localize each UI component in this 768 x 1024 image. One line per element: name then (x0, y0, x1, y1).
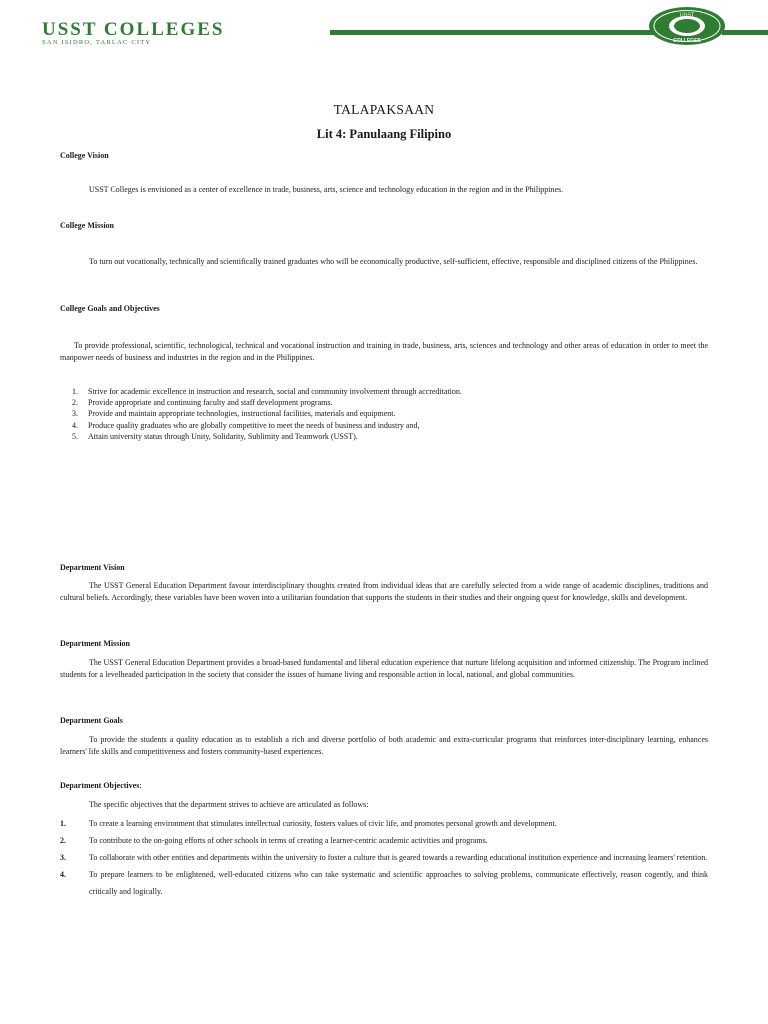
college-goals-heading: College Goals and Objectives (60, 304, 160, 313)
department-mission-text: The USST General Education Department provides a broad-based fundamental and liberal education experience that nurture lifelong acquisition and informed citizenship. The Program inclined students for a levelheaded participation in the society that consider the issues of humane living and responsible action in local, national, and global communities. (60, 658, 708, 679)
brand-address: SAN ISIDRO, TARLAC CITY (42, 39, 152, 46)
college-goals-list (72, 386, 712, 442)
letterhead (0, 0, 768, 66)
brand-name: USST COLLEGES (42, 19, 225, 40)
college-mission-text: To turn out vocationally, technically and scientifically trained graduates who will be economically productive, self-sufficient, effective, responsible and disciplined citizens of the Philippines. (89, 257, 698, 266)
college-goals-text: To provide professional, scientific, technological, technical and vocational instruction and training in trade, business, arts, sciences and technology and other areas of education in order to meet the manpower needs of business and industries in the region and in the Philippines. (60, 341, 708, 362)
header-rule-right (722, 30, 768, 35)
list-item: 1. To create a learning environment that stimulates intellectual curiosity, fosters values of civic life, and promotes personal growth and development. (60, 819, 557, 828)
college-vision-text: USST Colleges is envisioned as a center of excellence in trade, business, arts, science and technology education in the region and in the Philippines. (89, 185, 564, 194)
college-logo-text (42, 19, 225, 47)
college-vision-heading: College Vision (60, 151, 109, 160)
department-mission-heading: Department Mission (60, 639, 130, 648)
list-item: 3. To collaborate with other entities and departments within the university to foster a culture that is geared towards a rewarding educational institution experience and increasing learners' retention. (60, 853, 708, 862)
department-vision-heading: Department Vision (60, 563, 125, 572)
list-item: 4. To prepare learners to be enlightened, well-educated citizens who can take systematic and scientific approaches to solving problems, communicate effectively, reason cogently, and think critically and logically. (60, 870, 708, 896)
department-vision-text: The USST General Education Department favour interdisciplinary thoughts created from individual ideas that are carefully selected from a wide range of academic disciplines, traditions and cultural beliefs. Accordingly, these variables have been woven into a utilitarian foundation that supports the students in their studies and their ongoing quest for knowledge, skills and development. (60, 581, 708, 602)
department-objectives-intro: The specific objectives that the department strives to achieve are articulated as follows: (89, 800, 369, 809)
seal-text-bottom: COLLEGES (673, 38, 701, 44)
list-item: 5. Attain university status through Unity, Solidarity, Sublimity and Teamwork (USST). (72, 431, 358, 441)
document-title: TALAPAKSAAN (333, 102, 435, 117)
college-mission-heading: College Mission (60, 221, 114, 230)
department-goals-heading: Department Goals (60, 716, 123, 725)
list-item: 4. Produce quality graduates who are globally competitive to meet the needs of business and industry and, (72, 420, 420, 430)
department-objectives-heading: Department Objectives: (60, 781, 142, 790)
department-objectives-list (60, 815, 708, 900)
list-item: 2. To contribute to the on-going efforts of other schools in terms of creating a learner-centric academic activities and programs. (60, 836, 488, 845)
college-seal-icon (646, 5, 728, 47)
seal-text-top: USST (679, 12, 695, 19)
department-goals-text: To provide the students a quality education as to establish a rich and diverse portfolio of both academic and extra-curricular programs that reinforces inter-disciplinary learning, enhances learners' life skills and competitiveness and fosters community-based experiences. (60, 735, 708, 756)
list-item: 1. Strive for academic excellence in instruction and research, social and community involvement through accreditation. (72, 387, 462, 396)
list-item: 3. Provide and maintain appropriate technologies, instructional facilities, materials and equipment. (72, 409, 396, 419)
document-subtitle: Lit 4: Panulaang Filipino (316, 127, 452, 141)
list-item: 2. Provide appropriate and continuing faculty and staff development programs. (72, 398, 333, 408)
